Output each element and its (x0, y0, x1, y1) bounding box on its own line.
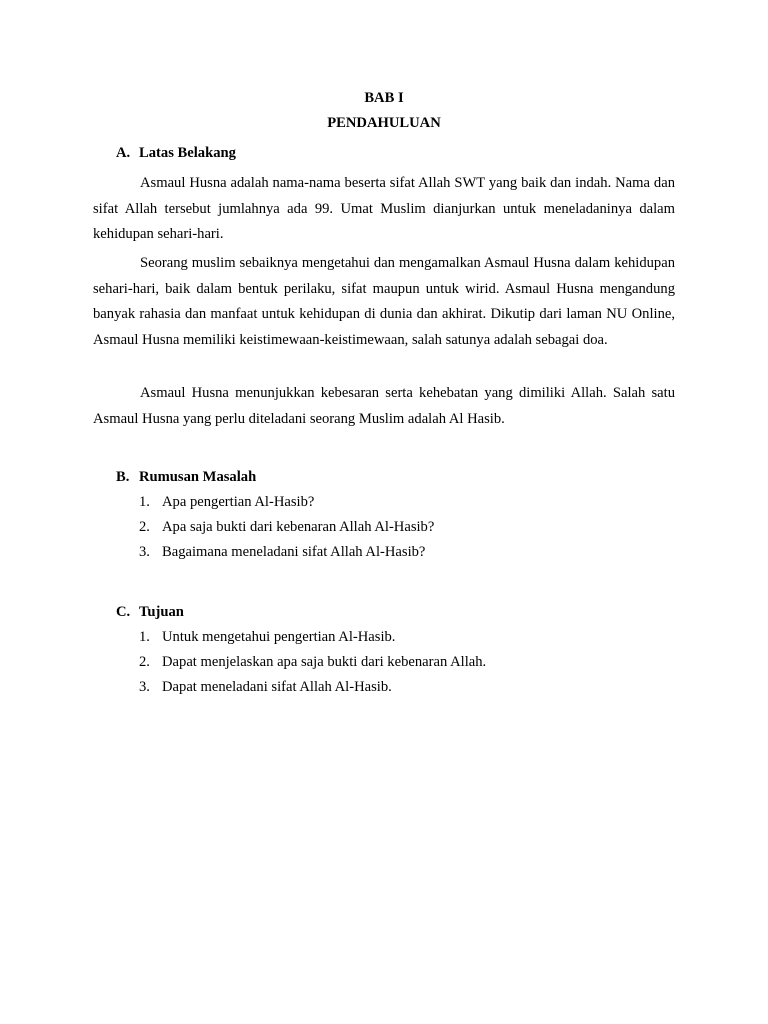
chapter-title: PENDAHULUAN (327, 115, 441, 131)
section-title: Rumusan Masalah (139, 469, 257, 485)
list-item-text: Dapat meneladani sifat Allah Al-Hasib. (162, 679, 392, 695)
list-item-text: Apa saja bukti dari kebenaran Allah Al-Hasib? (162, 519, 435, 535)
section-title: Tujuan (139, 604, 184, 620)
section-heading-tujuan (116, 603, 184, 621)
paragraph: Asmaul Husna adalah nama-nama beserta sifat Allah SWT yang baik dan indah. Nama dan sifat Allah tersebut jumlahnya ada 99. Umat Muslim dianjurkan untuk meneladaninya dalam kehidupan sehari-hari. (93, 175, 675, 242)
list-item-text: Untuk mengetahui pengertian Al-Hasib. (162, 629, 396, 645)
list-item-text: Dapat menjelaskan apa saja bukti dari kebenaran Allah. (162, 654, 487, 670)
list-item (139, 540, 434, 565)
section-letter: A. (116, 145, 131, 161)
list-item-number: 2. (139, 654, 150, 670)
section-heading-latar-belakang (116, 144, 236, 162)
section-letter: C. (116, 604, 131, 620)
list-item-text: Apa pengertian Al-Hasib? (162, 494, 315, 510)
rumusan-masalah-list (139, 490, 434, 565)
chapter-number: BAB I (364, 90, 404, 106)
list-item (139, 675, 486, 700)
list-item-text: Bagaimana meneladani sifat Allah Al-Hasib? (162, 544, 426, 560)
list-item-number: 2. (139, 519, 150, 535)
paragraph: Seorang muslim sebaiknya mengetahui dan mengamalkan Asmaul Husna dalam kehidupan sehari-hari, baik dalam bentuk perilaku, sifat maupun untuk wirid. Asmaul Husna mengandung banyak rahasia dan manfaat untuk kehidupan di dunia dan akhirat. Dikutip dari laman NU Online, Asmaul Husna memiliki keistimewaan-keistimewaan, salah satunya adalah sebagai doa. (93, 255, 675, 348)
list-item-number: 1. (139, 629, 150, 645)
list-item-number: 3. (139, 679, 150, 695)
section-heading-rumusan-masalah (116, 468, 256, 486)
list-item-number: 1. (139, 494, 150, 510)
section-letter: B. (116, 469, 130, 485)
section-title: Latas Belakang (139, 145, 236, 161)
list-item (139, 625, 486, 650)
list-item (139, 515, 434, 540)
list-item-number: 3. (139, 544, 150, 560)
list-item (139, 650, 486, 675)
paragraph: Asmaul Husna menunjukkan kebesaran serta kehebatan yang dimiliki Allah. Salah satu Asmaul Husna yang perlu diteladani seorang Muslim adalah Al Hasib. (93, 385, 675, 427)
tujuan-list (139, 625, 486, 700)
list-item (139, 490, 434, 515)
